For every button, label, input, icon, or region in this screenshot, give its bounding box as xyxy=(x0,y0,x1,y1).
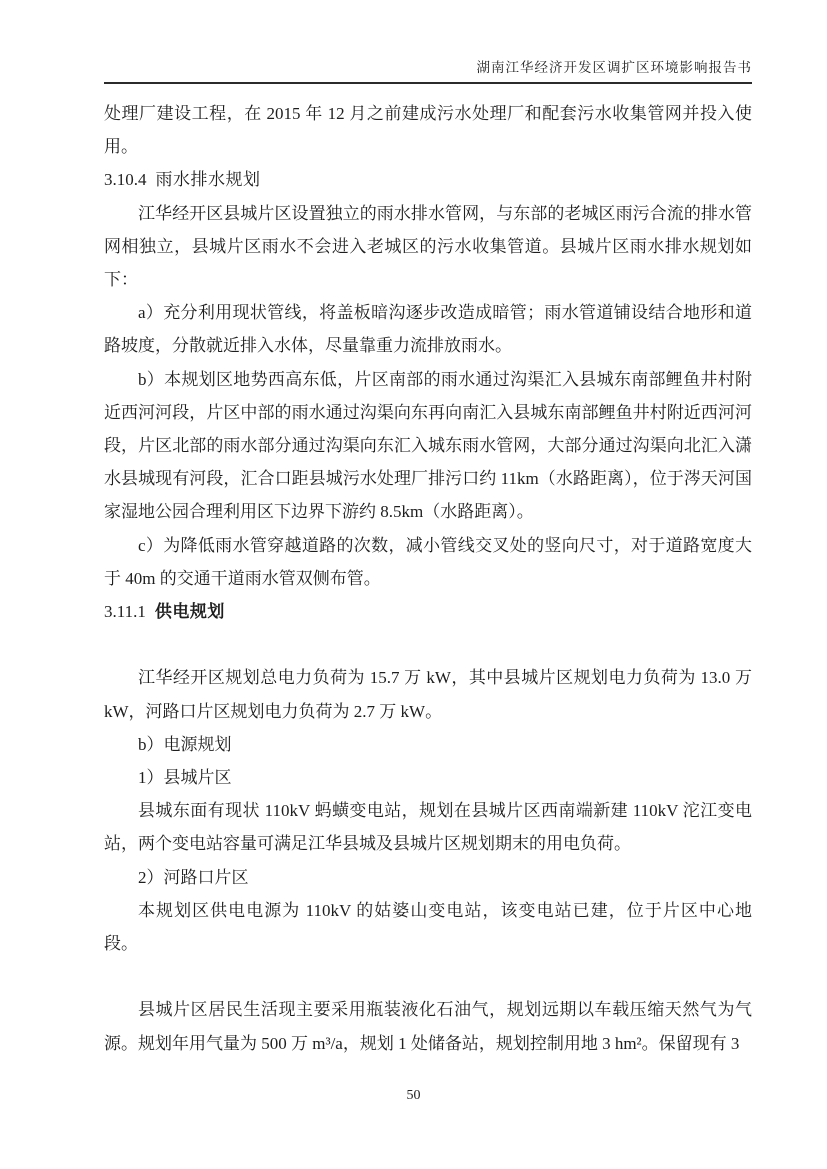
section-number: 3.10.4 xyxy=(104,170,147,190)
section-heading-3-11 xyxy=(104,595,752,628)
section-title: 雨水排水规划 xyxy=(155,170,261,190)
paragraph-county-area-label: 县城东面有现状 110kV 蚂蟥变电站，规划在县城片区西南端新建 110kV 沱江变电站，两个变电站容量可满足江华县城及县城片区规划期末的用电负荷。 xyxy=(104,801,752,854)
paragraph-load-forecast: b）电源规划 xyxy=(138,734,232,754)
page-footer xyxy=(0,1088,827,1104)
section-title: 供电规划 xyxy=(154,602,225,622)
section-number: 3.11.1 xyxy=(104,602,146,622)
paragraph-item-c-crossings: c）为降低雨水管穿越道路的次数，减小管线交叉处的竖向尺寸，对于道路宽度大于 40m 的交通干道雨水管双侧布管。 xyxy=(104,535,752,588)
header-report-title: 湖南江华经济开发区调扩区环境影响报告书 xyxy=(476,60,752,75)
section-heading-3-11-2 xyxy=(104,960,752,993)
paragraph-gas-county-label: 县城片区居民生活现主要采用瓶装液化石油气，规划远期以车载压缩天然气为气源。规划年用气量为 500 万 m³/a，规划 1 处储备站，规划控制用地 3 hm²。保留现有 3 xyxy=(104,1000,752,1053)
page-number: 50 xyxy=(406,1088,421,1103)
paragraph-item-b-terrain: b）本规划区地势西高东低，片区南部的雨水通过沟渠汇入县城东南部鲤鱼井村附近西河河段，片区中部的雨水通过沟渠向东再向南汇入县城东南部鲤鱼井村附近西河河段，片区北部的雨水部分通过沟渠向东汇入城东雨水管网，大部分通过沟渠向北汇入潇水县城现有河段，汇合口距县城污水处理厂排污口约 11km（水路距离），位于涔天河国家湿地公园合理利用区下边界下游约 8.5km（水路距离）。 xyxy=(104,369,752,522)
paragraph-rainwater-network: 江华经开区县城片区设置独立的雨水排水管网，与东部的老城区雨污合流的排水管网相独立，县城片区雨水不会进入老城区的污水收集管道。县城片区雨水排水规划如下： xyxy=(104,203,752,290)
section-heading-3-11-1 xyxy=(104,628,752,661)
paragraph-heluokou-label: 本规划区供电电源为 110kV 的姑婆山变电站，该变电站已建，位于片区中心地段。 xyxy=(104,900,752,954)
page-header xyxy=(104,0,752,84)
section-heading-3-10-4 xyxy=(104,163,752,196)
paragraph-item-a-pipes: a）充分利用现状管线，将盖板暗沟逐步改造成暗管；雨水管道铺设结合地形和道路坡度，分散就近排入水体，尽量靠重力流排放雨水。 xyxy=(104,303,752,356)
paragraph-power-source-label: 1）县城片区 xyxy=(138,768,232,788)
document-body xyxy=(104,97,752,1060)
paragraph-load-forecast-label: 江华经开区规划总电力负荷为 15.7 万 kW，其中县城片区规划电力负荷为 13.0 万 kW，河路口片区规划电力负荷为 2.7 万 kW。 xyxy=(104,668,752,721)
paragraph-sewage-plant-continued: 处理厂建设工程，在 2015 年 12 月之前建成污水处理厂和配套污水收集管网并投入使用。 xyxy=(104,104,752,157)
paragraph-county-substations: 2）河路口片区 xyxy=(138,867,249,887)
